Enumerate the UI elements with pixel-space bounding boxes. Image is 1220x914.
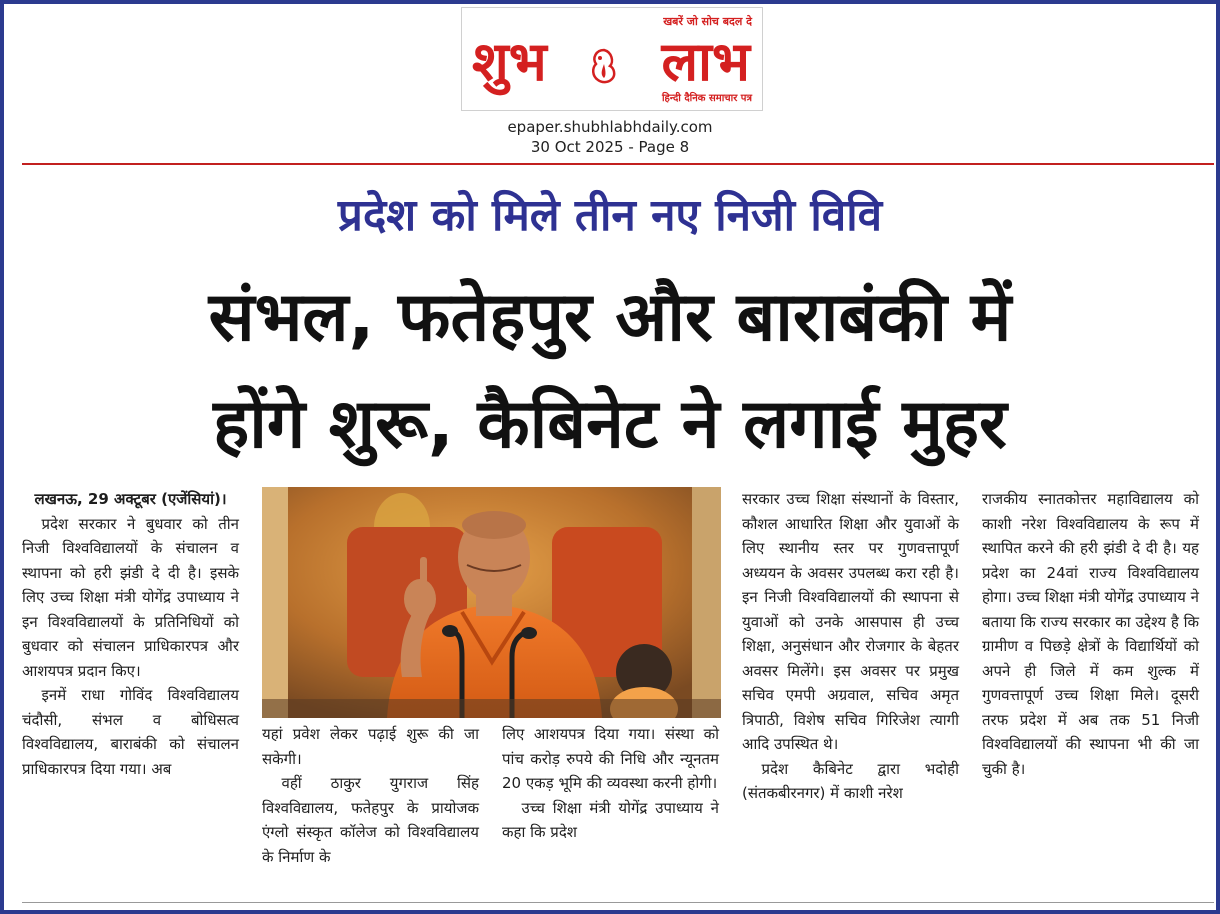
article-column-5 <box>982 487 1199 781</box>
masthead-subtitle: हिन्दी दैनिक समाचार पत्र <box>661 93 752 104</box>
article-kicker: प्रदेश को मिले तीन नए निजी विवि <box>337 190 883 241</box>
article-headline-line-1: संभल, फतेहपुर और बाराबंकी में <box>208 278 1012 357</box>
epaper-url[interactable]: epaper.shubhlabhdaily.com <box>507 118 713 136</box>
article-photo <box>262 487 721 718</box>
paragraph: उच्च शिक्षा मंत्री योगेंद्र उपाध्याय ने कहा कि प्रदेश <box>502 798 719 841</box>
article-headline-line-2: होंगे शुरू, कैबिनेट ने लगाई मुहर <box>213 385 1007 464</box>
paragraph: वहीं ठाकुर युगराज सिंह विश्वविद्यालय, फतेहपुर के प्रायोजक एंग्लो संस्कृत कॉलेज को विश्वविद्यालय के निर्माण के <box>262 774 479 866</box>
article-column-1 <box>22 487 239 781</box>
article-dateline: लखनऊ, 29 अक्टूबर (एजेंसियां)। <box>34 490 227 508</box>
footer-divider <box>22 902 1214 903</box>
article-column-4 <box>742 487 959 806</box>
article-column-3 <box>502 722 719 845</box>
masthead-tagline: खबरें जो सोच बदल दे <box>663 15 752 28</box>
paragraph: राजकीय स्नातकोत्तर महाविद्यालय को काशी नरेश विश्वविद्यालय के रूप में स्थापित करने की हरी झंडी दे दी है। यह प्रदेश का 24वां राज्य विश्वविद्यालय होगा। उच्च शिक्षा मंत्री योगेंद्र उपाध्याय ने बताया कि राज्य सरकार का उद्देश्य है कि ग्रामीण व पिछड़े क्षेत्रों के विद्यार्थियों को अपने ही जिले में कम शुल्क में गुणवत्तापूर्ण उच्च शिक्षा मिले। दूसरी तरफ प्रदेश में अब तक 51 निजी विश्वविद्यालयों की स्थापना भी की जा चुकी है। <box>982 490 1199 778</box>
masthead-name-left: शुभ <box>472 29 547 93</box>
paragraph: सरकार उच्च शिक्षा संस्थानों के विस्तार, कौशल आधारित शिक्षा और युवाओं के लिए स्थानीय स्तर पर गुणवत्तापूर्ण अध्ययन के अवसर उपलब्ध करा रही है। इन निजी विश्वविद्यालयों की स्थापना से युवाओं को उनके आसपास ही उच्च शिक्षा, अनुसंधान और रोजगार के बेहतर अवसर मिलेंगे। इस अवसर पर प्रमुख सचिव एमपी अग्रवाल, सचिव अमृत त्रिपाठी, विशेष सचिव गिरिजेश त्यागी आदि उपस्थित थे। <box>742 490 959 753</box>
masthead-logo[interactable] <box>461 7 763 111</box>
article-column-2 <box>262 722 479 869</box>
paragraph: लिए आशयपत्र दिया गया। संस्था को पांच करोड़ रुपये की निधि और न्यूनतम 20 एकड़ भूमि की व्यवस्था करनी होगी। <box>502 725 719 792</box>
paragraph: प्रदेश सरकार ने बुधवार को तीन निजी विश्वविद्यालयों के संचालन व स्थापना को हरी झंडी दे दी है। इसके लिए उच्च शिक्षा मंत्री योगेंद्र उपाध्याय ने इन विश्वविद्यालयों के प्रतिनिधियों को बुधवार को संचालन प्राधिकारपत्र और आशयपत्र प्रदान किए। <box>22 514 239 680</box>
ganesha-icon <box>586 46 622 86</box>
masthead-divider <box>22 163 1214 165</box>
masthead-name-right: लाभ <box>661 29 750 93</box>
paragraph: इनमें राधा गोविंद विश्वविद्यालय चंदौसी, संभल व बोधिसत्व विश्वविद्यालय, बाराबंकी को संचालन प्राधिकारपत्र दिया गया। अब <box>22 686 239 778</box>
paragraph: यहां प्रवेश लेकर पढ़ाई शुरू की जा सकेगी। <box>262 725 479 768</box>
paragraph: प्रदेश कैबिनेट द्वारा भदोही (संतकबीरनगर) में काशी नरेश <box>742 759 959 802</box>
edition-date-page: 30 Oct 2025 - Page 8 <box>530 138 690 156</box>
